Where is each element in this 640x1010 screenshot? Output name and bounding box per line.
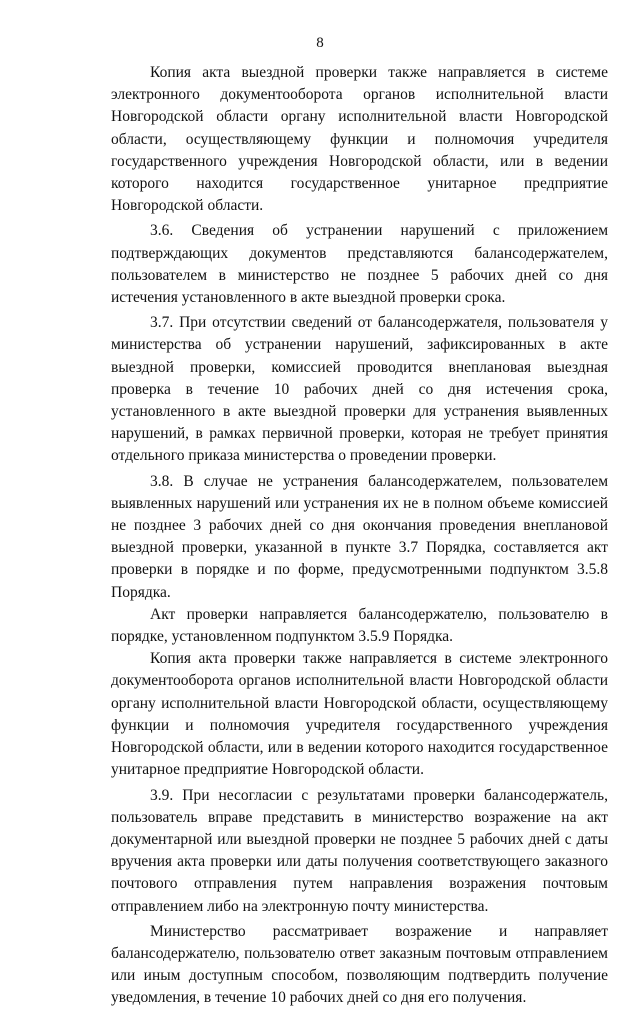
paragraph-3-9: 3.9. При несогласии с результатами проверки балансодержатель, пользователь вправе представить в министерство возражение на акт документарной или выездной проверки не позднее 5 рабочих дней с даты вручения акта проверки или даты получения соответствующего заказного почтового отправления путем направления возражения почтовым отправлением либо на электронную почту министерства. [111, 786, 608, 915]
page-number: 8 [316, 35, 324, 51]
paragraph-copy-act: Копия акта проверки также направляется в системе электронного документооборота органов исполнительной власти Новгородской области органу исполнительной власти Новгородской области, осуществляющему функции и полномочия учредителя государственного учреждения Новгородской области, или в ведении которого находится государственное унитарное предприятие Новгородской области. [111, 650, 608, 779]
paragraph-3-7: 3.7. При отсутствии сведений от балансодержателя, пользователя у министерства об устранении нарушений, зафиксированных в акте выездной проверки, комиссией проводится внеплановая выездная проверка в течение 10 рабочих дней со дня истечения срока, установленного в акте выездной проверки для устранения выявленных нарушений, в рамках первичной проверки, которая не требует принятия отдельного приказа министерства о проведении проверки. [111, 314, 608, 465]
paragraph-3-8: 3.8. В случае не устранения балансодержателем, пользователем выявленных нарушений или устранения их не в полном объеме комиссией не позднее 3 рабочих дней со дня окончания проведения внеплановой выездной проверки, указанной в пункте 3.7 Порядка, составляется акт проверки в порядке и по форме, предусмотренными подпунктом 3.5.8 Порядка. [111, 472, 608, 601]
document-body [111, 62, 608, 1010]
paragraph-act-sent: Акт проверки направляется балансодержателю, пользователю в порядке, установленном подпунктом 3.5.9 Порядка. [111, 605, 608, 646]
paragraph-3-6: 3.6. Сведения об устранении нарушений с приложением подтверждающих документов представляются балансодержателем, пользователем в министерство не позднее 5 рабочих дней со дня истечения установленного в акте выездной проверки срока. [111, 222, 608, 307]
paragraph-ministry-response: Министерство рассматривает возражение и направляет балансодержателю, пользователю ответ заказным почтовым отправлением или иным доступным способом, позволяющим подтвердить получение уведомления, в течение 10 рабочих дней со дня его получения. [111, 922, 608, 1007]
paragraph-copy-act-inspection: Копия акта выездной проверки также направляется в системе электронного документооборота органов исполнительной власти Новгородской области органу исполнительной власти Новгородской области, осуществляющему функции и полномочия учредителя государственного учреждения Новгородской области, или в ведении которого находится государственное унитарное предприятие Новгородской области. [111, 64, 608, 215]
